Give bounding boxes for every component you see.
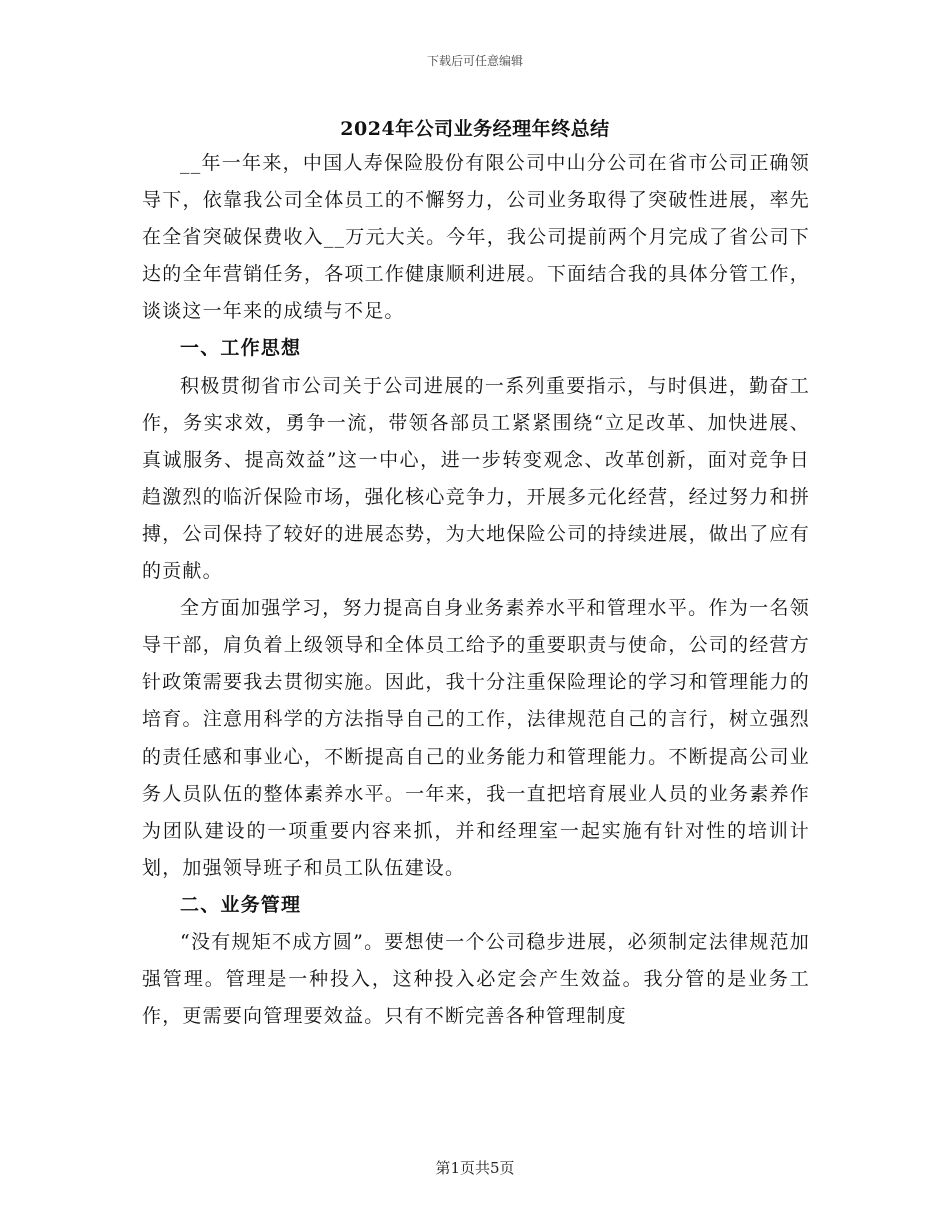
section-heading-work-thinking: 一、工作思想 <box>180 337 302 360</box>
section2-paragraph-1: “没有规矩不成方圆”。要想使一个公司稳步进展，必须制定法律规范加强管理。管理是一种投入，这种投入必定会产生效益。我分管的是业务工作，更需要向管理要效益。只有不断完善各种管理制度 <box>142 930 810 1028</box>
document-body <box>142 145 810 1035</box>
page-header-note: 下载后可任意编辑 <box>426 54 523 68</box>
section1-paragraph-1: 积极贯彻省市公司关于公司进展的一系列重要指示，与时俱进，勤奋工作，务实求效，勇争一流，带领各部员工紧紧围绕“立足改革、加快进展、真诚服务、提高效益”这一中心，进一步转变观念、改革创新，面对竞争日趋激烈的临沂保险市场，强化核心竞争力，开展多元化经营，经过努力和拼搏，公司保持了较好的进展态势，为大地保险公司的持续进展，做出了应有的贡献。 <box>142 374 810 583</box>
intro-paragraph: __年一年来，中国人寿保险股份有限公司中山分公司在省市公司正确领导下，依靠我公司全体员工的不懈努力，公司业务取得了突破性进展，率先在全省突破保费收入__万元大关。今年，我公司提前两个月完成了省公司下达的全年营销任务，各项工作健康顺利进展。下面结合我的具体分管工作，谈谈这一年来的成绩与不足。 <box>142 152 810 323</box>
document-title: 2024年公司业务经理年终总结 <box>340 118 610 140</box>
section-heading-business-management: 二、业务管理 <box>180 893 302 916</box>
section1-paragraph-2: 全方面加强学习，努力提高自身业务素养水平和管理水平。作为一名领导干部，肩负着上级领导和全体员工给予的重要职责与使命，公司的经营方针政策需要我去贯彻实施。因此，我十分注重保险理论的学习和管理能力的培育。注意用科学的方法指导自己的工作，法律规范自己的言行，树立强烈的责任感和事业心，不断提高自己的业务能力和管理能力。不断提高公司业务人员队伍的整体素养水平。一年来，我一直把培育展业人员的业务素养作为团队建设的一项重要内容来抓，并和经理室一起实施有针对性的培训计划，加强领导班子和员工队伍建设。 <box>142 597 810 879</box>
page-number-indicator: 第1页共5页 <box>435 1159 515 1177</box>
